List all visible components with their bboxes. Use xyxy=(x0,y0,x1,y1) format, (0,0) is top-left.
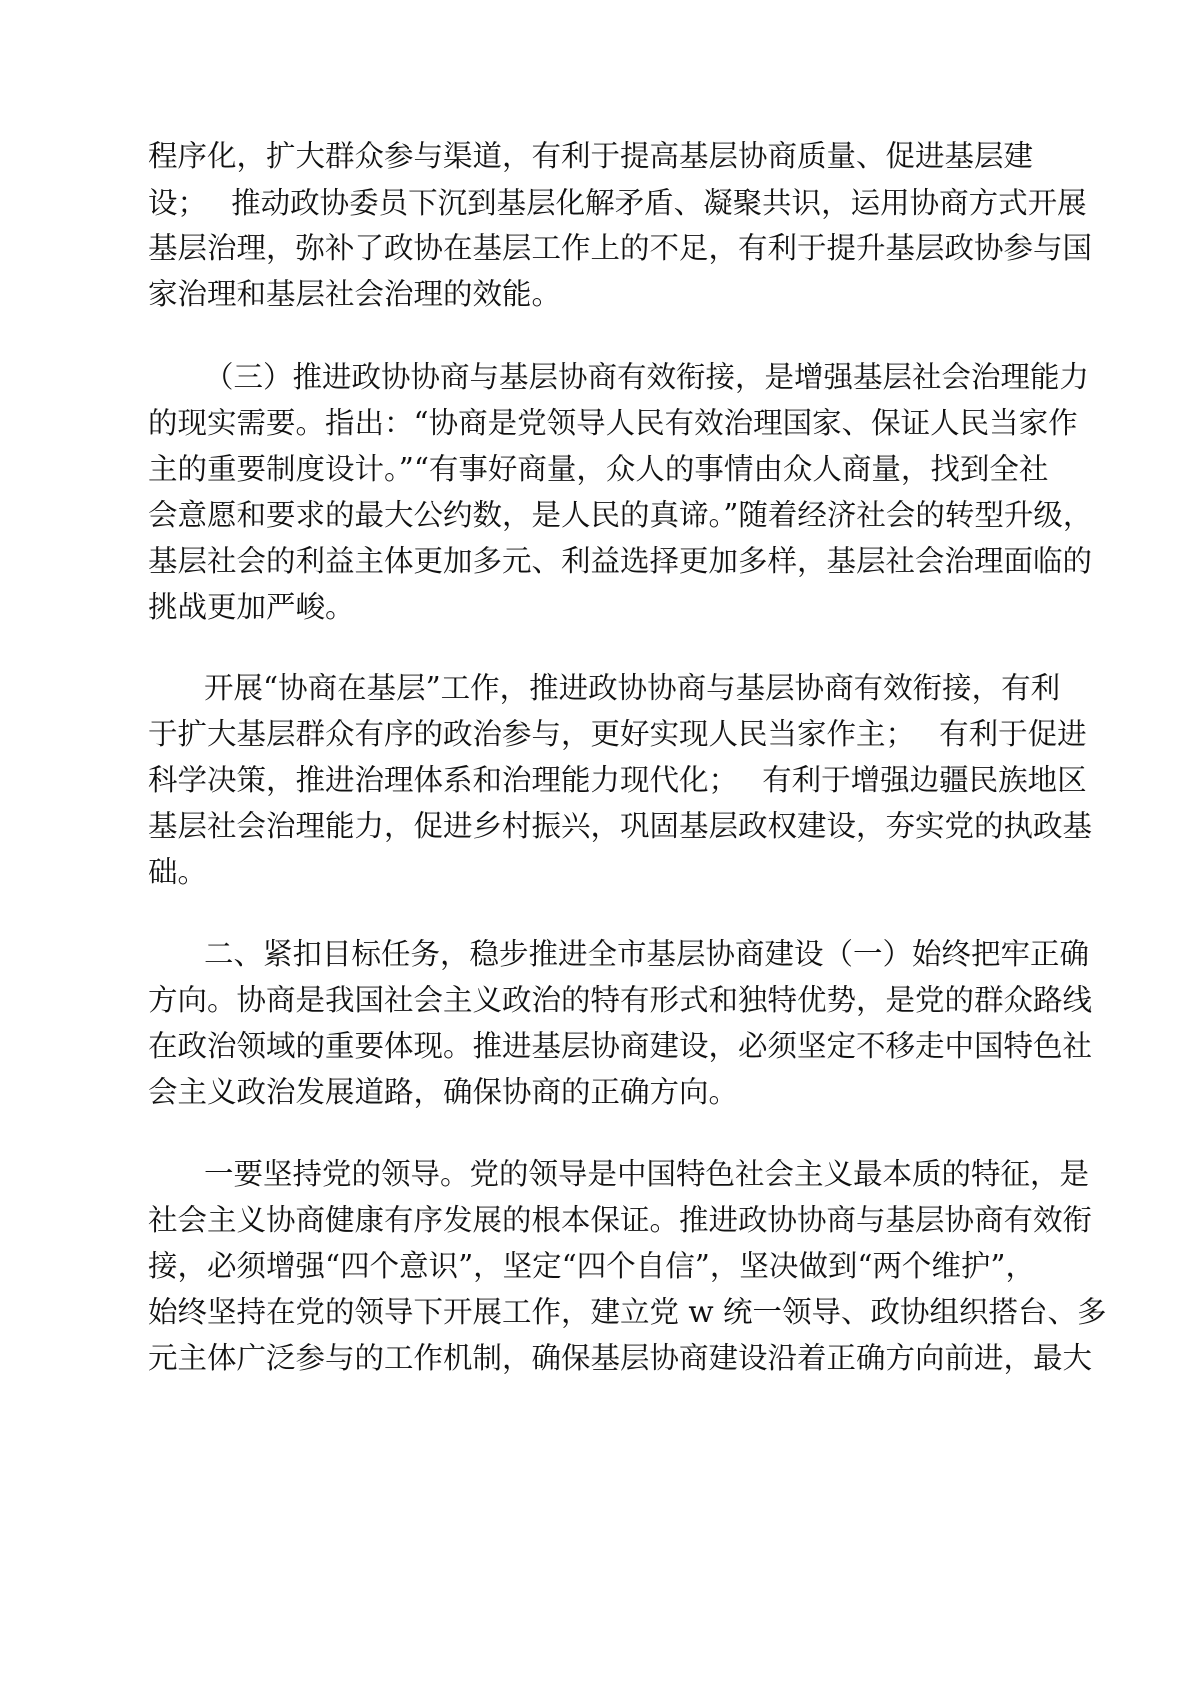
text-line: 方向。协商是我国社会主义政治的特有形式和独特优势，是党的群众路线 xyxy=(148,983,1093,1017)
text-line: 会主义政治发展道路，确保协商的正确方向。 xyxy=(148,1075,739,1109)
text-line: 一要坚持党的领导。党的领导是中国特色社会主义最本质的特征，是 xyxy=(204,1157,1090,1191)
text-line: 开展“协商在基层”工作，推进政协协商与基层协商有效衔接，有利 xyxy=(204,671,1061,705)
text-line: 社会主义协商健康有序发展的根本保证。推进政协协商与基层协商有效衔 xyxy=(148,1203,1093,1237)
text-line: 始终坚持在党的领导下开展工作，建立党 w 统一领导、政协组织搭台、多 xyxy=(148,1295,1107,1329)
text-line: 主的重要制度设计。”“有事好商量，众人的事情由众人商量，找到全社 xyxy=(148,452,1049,486)
text-line: 于扩大基层群众有序的政治参与，更好实现人民当家作主； 有利于促进 xyxy=(148,717,1087,751)
text-line: 二、紧扣目标任务，稳步推进全市基层协商建设（一）始终把牢正确 xyxy=(204,937,1090,971)
text-line: 家治理和基层社会治理的效能。 xyxy=(148,277,562,311)
text-line: 基层治理，弥补了政协在基层工作上的不足，有利于提升基层政协参与国 xyxy=(148,231,1093,265)
text-line: 会意愿和要求的最大公约数，是人民的真谛。”随着经济社会的转型升级， xyxy=(148,498,1093,532)
text-line: 设； 推动政协委员下沉到基层化解矛盾、凝聚共识，运用协商方式开展 xyxy=(148,186,1087,220)
text-line: 础。 xyxy=(148,855,208,889)
text-line: 的现实需要。指出：“协商是党领导人民有效治理国家、保证人民当家作 xyxy=(148,406,1078,440)
text-line: 挑战更加严峻。 xyxy=(148,590,355,624)
text-line: （三）推进政协协商与基层协商有效衔接，是增强基层社会治理能力 xyxy=(204,360,1090,394)
text-line: 科学决策，推进治理体系和治理能力现代化； 有利于增强边疆民族地区 xyxy=(148,763,1087,797)
text-line: 基层社会治理能力，促进乡村振兴，巩固基层政权建设，夯实党的执政基 xyxy=(148,809,1093,843)
text-line: 在政治领域的重要体现。推进基层协商建设，必须坚定不移走中国特色社 xyxy=(148,1029,1093,1063)
text-line: 元主体广泛参与的工作机制，确保基层协商建设沿着正确方向前进，最大 xyxy=(148,1341,1093,1375)
text-line: 接，必须增强“四个意识”，坚定“四个自信”，坚决做到“两个维护”， xyxy=(148,1249,1035,1283)
text-line: 基层社会的利益主体更加多元、利益选择更加多样，基层社会治理面临的 xyxy=(148,544,1093,578)
text-line: 程序化，扩大群众参与渠道，有利于提高基层协商质量、促进基层建 xyxy=(148,139,1034,173)
